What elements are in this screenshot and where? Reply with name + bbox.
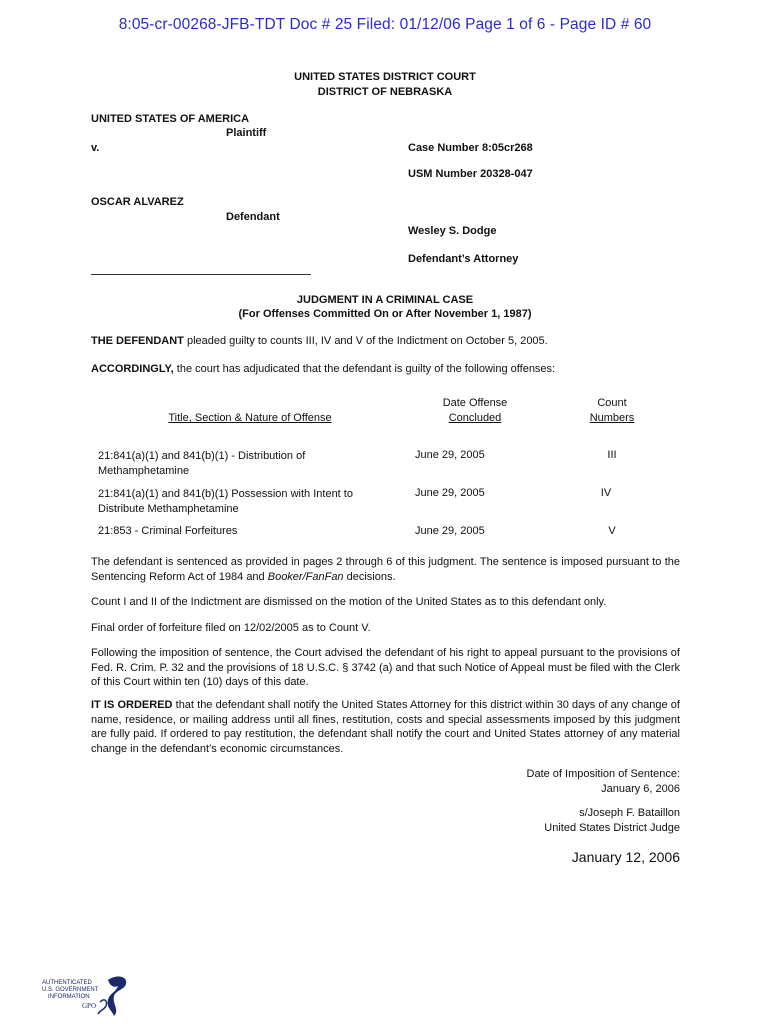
offense-date: June 29, 2005	[415, 487, 485, 499]
sentenced-tail: decisions.	[343, 570, 396, 583]
signature-block	[400, 806, 680, 835]
imposition-block	[400, 767, 680, 796]
defendant-text: pleaded guilty to counts III, IV and V of the Indictment on October 5, 2005.	[183, 335, 548, 347]
forfeiture-paragraph: Final order of forfeiture filed on 12/02/2005 as to Count V.	[91, 622, 371, 634]
date-column-header: Date Offense	[442, 397, 508, 409]
offense-text: 21:841(a)(1) and 841(b)(1) - Distribution of	[98, 450, 306, 462]
accordingly-paragraph	[91, 362, 680, 377]
offense-date: June 29, 2005	[415, 525, 485, 537]
attorney-label: Defendant’s Attorney	[408, 253, 519, 265]
sentenced-text: The defendant is sentenced as provided in pages 2 through 6 of this judgment. The sentence is imposed pursuant to the Sentencing Reform Act of 1984 and	[91, 556, 680, 583]
eagle-icon	[98, 977, 126, 1016]
offense-count: III	[607, 449, 617, 461]
offense-count: IV	[600, 487, 612, 499]
offense-text-cont: Distribute Methamphetamine	[98, 502, 239, 515]
offense-text-cont: Methamphetamine	[98, 464, 190, 477]
defendant-label: Defendant	[226, 211, 280, 223]
dismissed-paragraph: Count I and II of the Indictment are dismissed on the motion of the United States as to this defendant only.	[91, 596, 607, 608]
court-district: DISTRICT OF NEBRASKA	[317, 85, 453, 98]
judgment-subtitle: (For Offenses Committed On or After November 1, 1987)	[238, 308, 532, 320]
offense-date: June 29, 2005	[415, 449, 485, 461]
signer-title: United States District Judge	[544, 821, 680, 834]
ordered-text: that the defendant shall notify the United States Attorney for this district within 30 days of any change of name, residence, or mailing address until all fines, restitution, costs and special assessments imposed by this judgment are fully paid. If ordered to pay restitution, the defendant shall notify the court and United States attorney of any material change in the defendant’s economic circumstances.	[91, 699, 680, 755]
date-column-header-2: Concluded	[448, 412, 502, 424]
court-heading	[0, 70, 770, 99]
sentenced-italic: Booker/FanFan	[267, 570, 344, 583]
seal-line-1: AUTHENTICATED	[42, 980, 92, 986]
appeal-paragraph: Following the imposition of sentence, the Court advised the defendant of his right to appeal pursuant to the provisions of Fed. R. Crim. P. 32 and the provisions of 18 U.S.C. § 3742 (a) and that such Notice of Appeal must be filed with the Clerk of this Court within ten (10) days of this date.	[91, 647, 680, 688]
case-number: Case Number 8:05cr268	[408, 142, 533, 154]
ordered-paragraph	[91, 698, 680, 756]
versus-text: v.	[91, 142, 100, 154]
defendant-paragraph	[91, 334, 680, 349]
imposition-label: Date of Imposition of Sentence:	[526, 768, 680, 780]
attorney-name: Wesley S. Dodge	[408, 225, 497, 237]
offense-column-header: Title, Section & Nature of Offense	[168, 412, 332, 424]
judgment-title: JUDGMENT IN A CRIMINAL CASE	[296, 294, 474, 306]
plaintiff-label: Plaintiff	[226, 127, 267, 139]
defendant-name: OSCAR ALVAREZ	[91, 196, 184, 208]
table-row	[98, 525, 237, 537]
sentenced-paragraph	[91, 555, 680, 584]
gpo-authentication-seal	[42, 972, 132, 1018]
offense-text: 21:853 - Criminal Forfeitures	[98, 525, 238, 537]
signer-name: s/Joseph F. Bataillon	[579, 807, 680, 819]
count-column-header-2: Numbers	[589, 412, 635, 424]
count-column-header: Count	[597, 397, 627, 409]
accordingly-lead: ACCORDINGLY,	[91, 363, 174, 375]
ordered-lead: IT IS ORDERED	[91, 699, 173, 711]
document-header: 8:05-cr-00268-JFB-TDT Doc # 25 Filed: 01/12/06 Page 1 of 6 - Page ID # 60	[118, 16, 652, 33]
defendant-lead: THE DEFENDANT	[91, 335, 184, 347]
seal-line-2: U.S. GOVERNMENT	[42, 987, 99, 993]
table-row	[98, 449, 305, 478]
seal-line-4: GPO	[82, 1002, 97, 1010]
usm-number: USM Number 20328-047	[408, 168, 533, 180]
offense-text: 21:841(a)(1) and 841(b)(1) Possession with Intent to	[98, 488, 353, 500]
table-row	[98, 487, 353, 516]
seal-line-3: INFORMATION	[48, 994, 90, 1000]
imposition-date: January 6, 2006	[601, 782, 680, 795]
offense-count: V	[608, 525, 616, 537]
court-name: UNITED STATES DISTRICT COURT	[294, 71, 476, 83]
signed-date: January 12, 2006	[571, 849, 680, 865]
caption-divider	[91, 274, 311, 275]
accordingly-text: the court has adjudicated that the defendant is guilty of the following offenses:	[173, 363, 556, 375]
plaintiff-name: UNITED STATES OF AMERICA	[91, 113, 250, 125]
